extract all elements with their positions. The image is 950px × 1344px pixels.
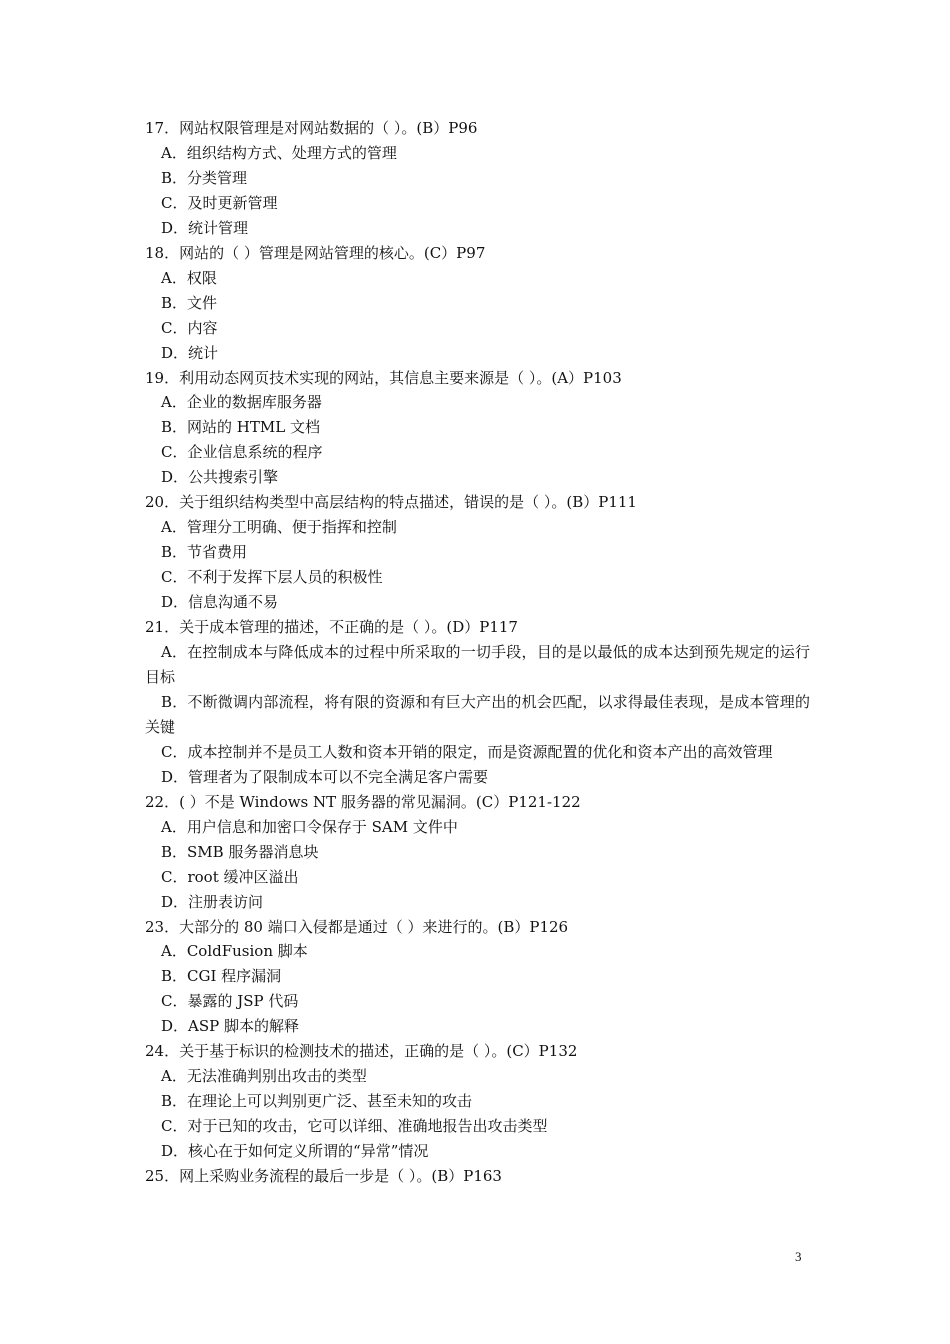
answer-option: B．SMB 服务器消息块 (161, 842, 319, 861)
answer-option: B．文件 (161, 293, 218, 312)
answer-option: D．核心在于如何定义所谓的“异常”情况 (161, 1142, 429, 1161)
answer-option: C．内容 (161, 318, 218, 337)
answer-option: B．在理论上可以判别更广泛、甚至未知的攻击 (161, 1092, 473, 1111)
answer-option: D．信息沟通不易 (161, 593, 279, 612)
answer-option: C．对于已知的攻击，它可以详细、准确地报告出攻击类型 (161, 1117, 548, 1136)
answer-option: A．组织结构方式、处理方式的管理 (161, 143, 397, 162)
answer-option: A．ColdFusion 脚本 (161, 942, 308, 961)
answer-option: D．注册表访问 (161, 892, 264, 911)
answer-option: B．CGI 程序漏洞 (161, 967, 282, 986)
answer-option: C．及时更新管理 (161, 193, 278, 212)
question-stem: 17．网站权限管理是对网站数据的（ ）。(B）P96 (145, 119, 478, 137)
answer-option: B．不断微调内部流程，将有限的资源和有巨大产出的机会匹配，以求得最佳表现，是成本管理的关键 (145, 692, 810, 736)
question-stem: 23．大部分的 80 端口入侵都是通过（ ）来进行的。(B）P126 (145, 917, 569, 936)
answer-option: B．分类管理 (161, 168, 248, 187)
answer-option: D．统计 (161, 343, 219, 362)
question-stem: 18．网站的（ ）管理是网站管理的核心。(C）P97 (145, 243, 486, 262)
answer-option: C．成本控制并不是员工人数和资本开销的限定，而是资源配置的优化和资本产出的高效管理 (161, 742, 773, 761)
answer-option: B．节省费用 (161, 543, 248, 562)
question-stem: 24．关于基于标识的检测技术的描述，正确的是（ ）。(C）P132 (145, 1042, 578, 1061)
question-stem: 21．关于成本管理的描述，不正确的是（ ）。(D）P117 (145, 618, 518, 637)
answer-option: A．权限 (161, 268, 217, 287)
answer-option: A．在控制成本与降低成本的过程中所采取的一切手段，目的是以最低的成本达到预先规定的运行目标 (145, 643, 810, 686)
answer-option: A．企业的数据库服务器 (161, 393, 322, 412)
answer-option: C．企业信息系统的程序 (161, 443, 323, 462)
answer-option: C．暴露的 JSP 代码 (161, 992, 299, 1011)
answer-option: D．公共搜索引擎 (161, 468, 279, 487)
answer-option: A．无法准确判别出攻击的类型 (161, 1067, 367, 1086)
answer-option: B．网站的 HTML 文档 (161, 418, 320, 437)
question-stem: 19．利用动态网页技术实现的网站，其信息主要来源是（ ）。(A）P103 (145, 368, 622, 387)
document-body (145, 116, 810, 1189)
answer-option: C．root 缓冲区溢出 (161, 867, 299, 886)
page-number: 3 (795, 1249, 802, 1264)
answer-option: D．管理者为了限制成本可以不完全满足客户需要 (161, 767, 489, 786)
answer-option: A．管理分工明确、便于指挥和控制 (161, 518, 397, 537)
answer-option: A．用户信息和加密口令保存于 SAM 文件中 (161, 817, 458, 836)
answer-option: D．ASP 脚本的解释 (161, 1017, 299, 1036)
answer-option: C．不利于发挥下层人员的积极性 (161, 568, 383, 587)
question-stem: 22．( ）不是 Windows NT 服务器的常见漏洞。(C）P121-122 (145, 792, 581, 811)
question-stem: 25．网上采购业务流程的最后一步是（ ）。(B）P163 (145, 1167, 502, 1186)
answer-option: D．统计管理 (161, 218, 249, 237)
question-stem: 20．关于组织结构类型中高层结构的特点描述，错误的是（ ）。(B）P111 (145, 493, 637, 512)
